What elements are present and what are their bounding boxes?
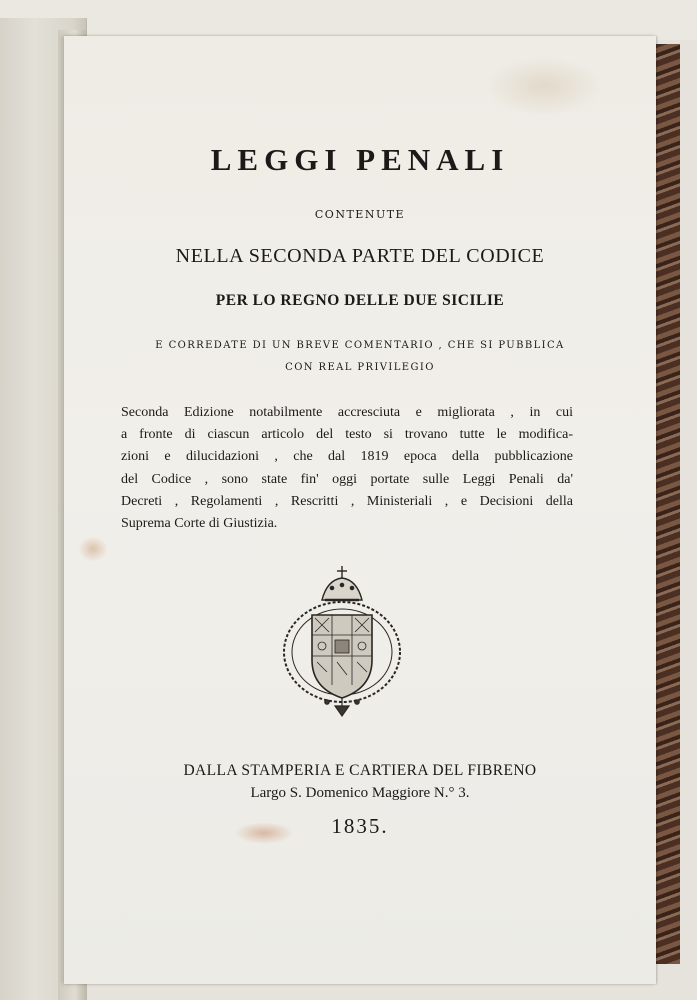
- contenute-line: CONTENUTE: [314, 208, 406, 221]
- edition-line: Seconda Edizione notabilmente accresciuta e migliorata , in cui: [121, 405, 573, 420]
- book-title: LEGGI PENALI: [210, 142, 510, 177]
- edition-paragraph: [121, 402, 573, 535]
- edition-line: zioni e dilucidazioni , che dal 1819 epoca della pubblicazione: [121, 449, 573, 465]
- printer-line: DALLA STAMPERIA E CARTIERA DEL FIBRENO: [183, 762, 537, 779]
- paper-stain: [78, 536, 108, 562]
- title-page: [64, 36, 656, 984]
- edition-line: Suprema Corte di Giustizia.: [121, 516, 278, 532]
- paper-stain: [484, 56, 604, 116]
- commentary-line-2: CON REAL PRIVILEGIO: [285, 362, 435, 373]
- edition-line: a fronte di ciascun articolo del testo si trovano tutte le modifica-: [121, 427, 573, 443]
- edition-line: del Codice , sono state fin' oggi portate sulle Leggi Penali da': [121, 471, 573, 487]
- subtitle-line: NELLA SECONDA PARTE DEL CODICE: [175, 245, 545, 267]
- background: [0, 0, 697, 40]
- publication-year: 1835.: [331, 814, 389, 838]
- edition-line: Decreti , Regolamenti , Rescritti , Ministeriali , e Decisioni della: [121, 493, 573, 509]
- commentary-line-1: E CORREDATE DI UN BREVE COMENTARIO , CHE SI PUBBLICA: [155, 340, 565, 351]
- kingdom-line: PER LO REGNO DELLE DUE SICILIE: [215, 292, 505, 309]
- address-line: Largo S. Domenico Maggiore N.° 3.: [250, 785, 470, 801]
- royal-coat-of-arms-icon: [277, 560, 407, 720]
